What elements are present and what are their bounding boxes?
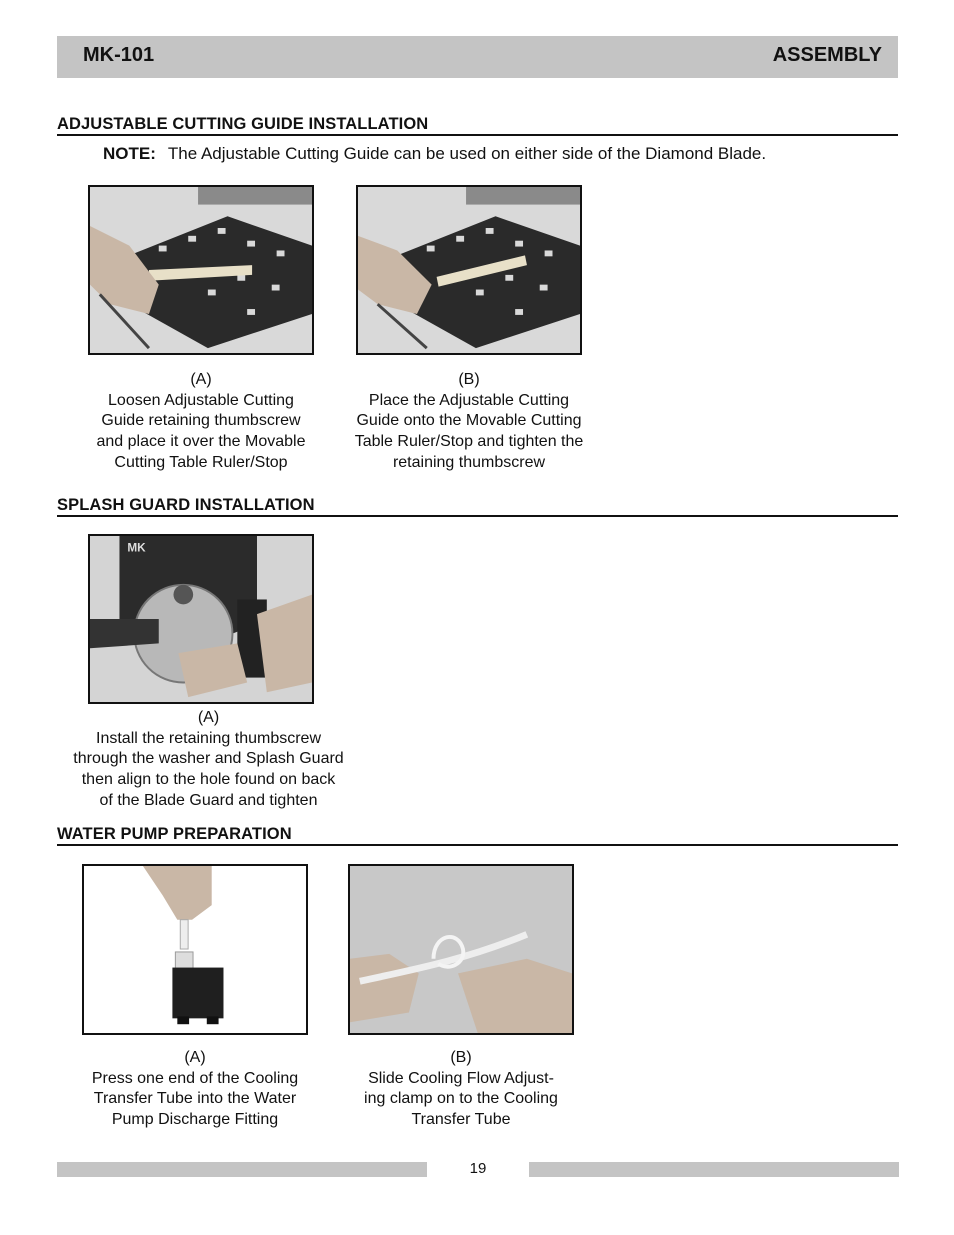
caption-cutting-guide-b xyxy=(339,370,599,474)
header-bar xyxy=(57,36,898,78)
caption-line: retaining thumbscrew xyxy=(392,453,546,471)
photo-cutting-guide-a xyxy=(88,185,314,355)
caption-label: (B) xyxy=(458,371,480,388)
mk-logo: MK xyxy=(127,541,146,555)
photo-water-pump-a xyxy=(82,864,308,1035)
footer-bar-right xyxy=(529,1162,899,1177)
caption-cutting-guide-a xyxy=(78,370,324,474)
caption-splash-guard-a xyxy=(56,708,361,812)
caption-line: Pump Discharge Fitting xyxy=(111,1111,279,1129)
caption-line: Press one end of the Cooling xyxy=(91,1069,299,1087)
model-name: MK-101 xyxy=(83,44,155,66)
caption-line: Slide Cooling Flow Adjust- xyxy=(368,1069,554,1087)
caption-line: ing clamp on to the Cooling xyxy=(364,1090,558,1108)
caption-line: and place it over the Movable xyxy=(96,433,306,451)
photo-cutting-guide-b xyxy=(356,185,582,355)
photo-splash-guard-a xyxy=(88,534,314,704)
caption-line: then align to the hole found on back xyxy=(81,771,336,789)
caption-line: Guide onto the Movable Cutting xyxy=(356,412,582,430)
caption-line: through the washer and Splash Guard xyxy=(73,750,344,768)
caption-label: (A) xyxy=(190,371,212,388)
caption-line: Transfer Tube xyxy=(411,1111,511,1129)
section-title-cutting-guide: ADJUSTABLE CUTTING GUIDE INSTALLATION xyxy=(57,115,898,136)
caption-label: (A) xyxy=(184,1049,206,1066)
caption-line: Transfer Tube into the Water xyxy=(93,1090,297,1108)
note-text: The Adjustable Cutting Guide can be used on either side of the Diamond Blade. xyxy=(167,144,767,163)
section-title-water-pump: WATER PUMP PREPARATION xyxy=(57,825,898,846)
caption-line: of the Blade Guard and tighten xyxy=(99,791,318,809)
caption-line: Table Ruler/Stop and tighten the xyxy=(354,433,584,451)
section-title-splash-guard: SPLASH GUARD INSTALLATION xyxy=(57,496,898,517)
caption-label: (B) xyxy=(450,1049,472,1066)
note xyxy=(103,144,766,164)
section-name: ASSEMBLY xyxy=(772,44,882,66)
caption-line: Loosen Adjustable Cutting xyxy=(108,391,294,409)
caption-line: Guide retaining thumbscrew xyxy=(101,412,301,430)
caption-line: Cutting Table Ruler/Stop xyxy=(114,453,288,471)
photo-water-pump-b xyxy=(348,864,574,1035)
footer-bar-left xyxy=(57,1162,427,1177)
caption-label: (A) xyxy=(197,709,220,726)
caption-line: Install the retaining thumbscrew xyxy=(96,729,321,747)
caption-line: Place the Adjustable Cutting xyxy=(368,391,570,409)
note-label: NOTE: xyxy=(103,144,156,163)
page-number: 19 xyxy=(469,1160,487,1177)
caption-water-pump-b xyxy=(338,1048,584,1131)
caption-water-pump-a xyxy=(72,1048,318,1131)
